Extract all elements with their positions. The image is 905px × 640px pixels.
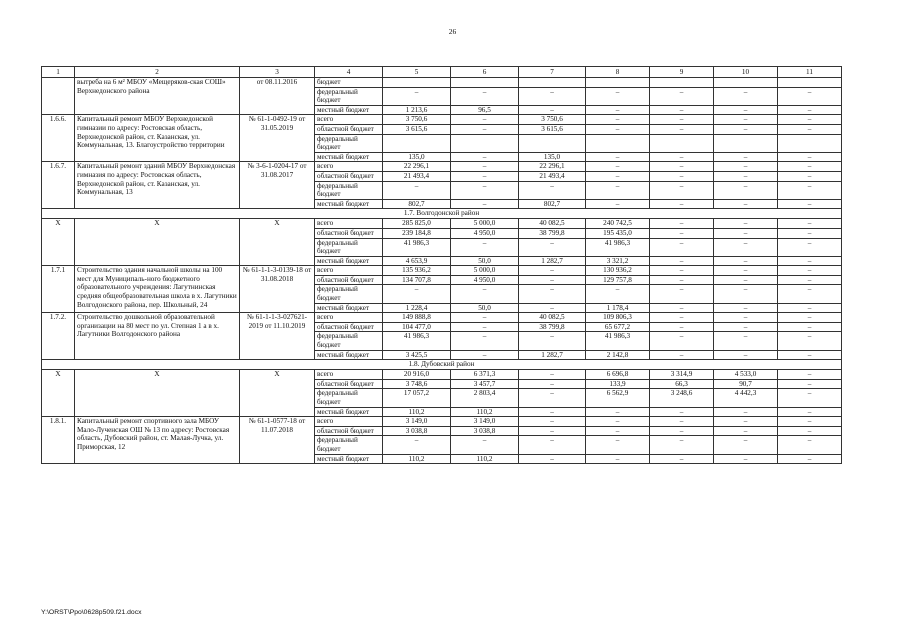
amount-cell: – (451, 436, 519, 454)
item-number: 1.7.2. (42, 313, 75, 360)
amount-cell: 110,2 (383, 407, 451, 417)
amount-cell: 3 321,2 (586, 256, 650, 266)
item-document: № 3-6-1-0204-17 от 31.08.2017 (240, 162, 315, 209)
amount-cell: – (650, 256, 714, 266)
amount-cell: – (451, 313, 519, 323)
amount-cell: 5 000,0 (451, 219, 519, 229)
amount-cell: – (714, 162, 778, 172)
amount-cell: – (519, 370, 586, 380)
amount-cell: 38 799,8 (519, 322, 586, 332)
amount-cell: – (451, 181, 519, 199)
column-number: 2 (75, 67, 240, 78)
item-description: Х (75, 219, 240, 266)
amount-cell: – (778, 162, 842, 172)
amount-cell: 22 296,1 (383, 162, 451, 172)
funding-source: местный бюджет (315, 152, 383, 162)
amount-cell: 129 757,8 (586, 275, 650, 285)
amount-cell: 17 057,2 (383, 389, 451, 407)
amount-cell: – (714, 322, 778, 332)
item-number: 1.6.7. (42, 162, 75, 209)
amount-cell: 110,2 (451, 407, 519, 417)
amount-cell: – (778, 313, 842, 323)
financing-table (41, 66, 842, 464)
amount-cell: – (519, 426, 586, 436)
amount-cell (778, 78, 842, 88)
amount-cell: 50,0 (451, 256, 519, 266)
funding-source: местный бюджет (315, 199, 383, 209)
amount-cell: 130 936,2 (586, 266, 650, 276)
amount-cell: – (451, 199, 519, 209)
funding-source: федеральный бюджет (315, 332, 383, 350)
item-number: 1.7.1 (42, 266, 75, 313)
amount-cell: – (586, 417, 650, 427)
amount-cell: – (650, 105, 714, 115)
amount-cell: 2 142,8 (586, 350, 650, 360)
amount-cell: 40 082,5 (519, 313, 586, 323)
amount-cell: – (586, 152, 650, 162)
funding-source: областной бюджет (315, 275, 383, 285)
amount-cell: 133,9 (586, 379, 650, 389)
file-path-footer: Y:\ORST\Ppo\0628p509.f21.docx (41, 609, 142, 616)
funding-source: местный бюджет (315, 303, 383, 313)
amount-cell: 65 677,2 (586, 322, 650, 332)
item-document: от 08.11.2016 (240, 78, 315, 115)
amount-cell: 110,2 (451, 454, 519, 464)
amount-cell: 6 371,3 (451, 370, 519, 380)
amount-cell: – (714, 256, 778, 266)
amount-cell: – (778, 426, 842, 436)
amount-cell: – (714, 454, 778, 464)
amount-cell: – (714, 105, 778, 115)
amount-cell: – (778, 115, 842, 125)
amount-cell: – (714, 124, 778, 134)
amount-cell: – (650, 162, 714, 172)
item-number: 1.8.1. (42, 417, 75, 464)
amount-cell: 40 082,5 (519, 219, 586, 229)
amount-cell: – (650, 332, 714, 350)
amount-cell: 41 986,3 (586, 332, 650, 350)
amount-cell (650, 134, 714, 152)
funding-source: местный бюджет (315, 105, 383, 115)
amount-cell: 3 149,0 (451, 417, 519, 427)
amount-cell: 5 000,0 (451, 266, 519, 276)
amount-cell: – (714, 238, 778, 256)
column-number: 1 (42, 67, 75, 78)
item-description: Строительство здания начальной школы на 100 мест для Муниципаль-ного бюджетного образовательного учреждения: Лагутнинская средняя общеобразовательная школа в х. Лагутники Волгодонского района, пер. Школьный, 24 (75, 266, 240, 313)
amount-cell: – (714, 313, 778, 323)
amount-cell: – (383, 181, 451, 199)
amount-cell (714, 134, 778, 152)
amount-cell: – (778, 379, 842, 389)
amount-cell: – (519, 417, 586, 427)
funding-source: местный бюджет (315, 350, 383, 360)
amount-cell: 4 653,9 (383, 256, 451, 266)
amount-cell: – (778, 303, 842, 313)
amount-cell: – (650, 436, 714, 454)
amount-cell: – (586, 162, 650, 172)
amount-cell: – (778, 87, 842, 105)
amount-cell: – (586, 171, 650, 181)
amount-cell: 104 477,0 (383, 322, 451, 332)
funding-source: федеральный бюджет (315, 436, 383, 454)
item-document: № 61-1-0577-18 от 11.07.2018 (240, 417, 315, 464)
amount-cell: – (586, 87, 650, 105)
amount-cell: – (586, 454, 650, 464)
amount-cell: – (519, 436, 586, 454)
funding-source: федеральный бюджет (315, 389, 383, 407)
amount-cell: 240 742,5 (586, 219, 650, 229)
item-description: Капитальный ремонт зданий МБОУ Верхнедонская гимназия по адресу: Ростовская область, Верхнедонской район, ст. Казанская, ул. Коммунальная, 13 (75, 162, 240, 209)
amount-cell: – (650, 181, 714, 199)
amount-cell: 3 314,9 (650, 370, 714, 380)
amount-cell: – (650, 313, 714, 323)
amount-cell: – (714, 332, 778, 350)
amount-cell: – (519, 379, 586, 389)
amount-cell: – (451, 238, 519, 256)
item-description: Капитальный ремонт МБОУ Верхнедонской гимназии по адресу: Ростовская область, Верхнедонской район, ст. Казанская, ул. Коммунальная, 13. Благоустройство территории (75, 115, 240, 162)
amount-cell: – (650, 407, 714, 417)
funding-source: всего (315, 219, 383, 229)
amount-cell: – (451, 332, 519, 350)
amount-cell: – (519, 407, 586, 417)
funding-source: федеральный бюджет (315, 285, 383, 303)
funding-source: федеральный бюджет (315, 238, 383, 256)
amount-cell: 22 296,1 (519, 162, 586, 172)
amount-cell: – (451, 152, 519, 162)
amount-cell: 1 213,6 (383, 105, 451, 115)
amount-cell (650, 78, 714, 88)
amount-cell: 2 803,4 (451, 389, 519, 407)
column-number: 6 (451, 67, 519, 78)
amount-cell: – (451, 162, 519, 172)
funding-source: всего (315, 266, 383, 276)
amount-cell: 1 228,4 (383, 303, 451, 313)
amount-cell: 3 457,7 (451, 379, 519, 389)
amount-cell: – (714, 199, 778, 209)
amount-cell: 4 950,0 (451, 228, 519, 238)
amount-cell (451, 134, 519, 152)
funding-source: областной бюджет (315, 379, 383, 389)
amount-cell: 3 750,6 (519, 115, 586, 125)
amount-cell: – (650, 199, 714, 209)
amount-cell: 802,7 (519, 199, 586, 209)
item-description: Строительство дошкольной образовательной организации на 80 мест по ул. Степная 1 а в х. Лагутники Волгодонского района (75, 313, 240, 360)
column-number: 7 (519, 67, 586, 78)
amount-cell (586, 134, 650, 152)
item-document: № 61-1-0492-19 от 31.05.2019 (240, 115, 315, 162)
amount-cell: 1 178,4 (586, 303, 650, 313)
funding-source: всего (315, 162, 383, 172)
amount-cell: – (778, 370, 842, 380)
amount-cell: – (586, 199, 650, 209)
amount-cell: – (586, 115, 650, 125)
amount-cell: – (778, 124, 842, 134)
amount-cell: – (586, 426, 650, 436)
amount-cell: – (586, 105, 650, 115)
funding-source: местный бюджет (315, 407, 383, 417)
table-row (42, 115, 842, 125)
amount-cell: – (650, 275, 714, 285)
amount-cell: 3 615,6 (383, 124, 451, 134)
amount-cell: – (778, 417, 842, 427)
column-number: 11 (778, 67, 842, 78)
column-number: 3 (240, 67, 315, 78)
amount-cell (714, 78, 778, 88)
column-number: 4 (315, 67, 383, 78)
amount-cell: – (650, 152, 714, 162)
amount-cell (383, 134, 451, 152)
amount-cell: – (778, 152, 842, 162)
district-title: 1.8. Дубовский район (42, 360, 842, 370)
amount-cell: – (778, 407, 842, 417)
amount-cell (519, 134, 586, 152)
amount-cell: – (778, 454, 842, 464)
amount-cell: – (451, 322, 519, 332)
amount-cell: – (451, 285, 519, 303)
funding-source: всего (315, 417, 383, 427)
amount-cell: – (714, 417, 778, 427)
item-document: Х (240, 219, 315, 266)
amount-cell: 41 986,3 (586, 238, 650, 256)
amount-cell: – (714, 407, 778, 417)
amount-cell: 50,0 (451, 303, 519, 313)
amount-cell: 3 748,6 (383, 379, 451, 389)
funding-source: областной бюджет (315, 426, 383, 436)
amount-cell: – (650, 454, 714, 464)
amount-cell: – (714, 303, 778, 313)
amount-cell (586, 78, 650, 88)
table-row (42, 417, 842, 427)
amount-cell: – (519, 454, 586, 464)
amount-cell: – (586, 124, 650, 134)
funding-source: областной бюджет (315, 228, 383, 238)
amount-cell: 6 696,8 (586, 370, 650, 380)
amount-cell: – (519, 389, 586, 407)
amount-cell: 135,0 (519, 152, 586, 162)
amount-cell: – (714, 152, 778, 162)
amount-cell: – (714, 228, 778, 238)
item-number: Х (42, 219, 75, 266)
funding-source: федеральный бюджет (315, 181, 383, 199)
amount-cell: – (650, 417, 714, 427)
table-row (42, 313, 842, 323)
amount-cell: – (451, 87, 519, 105)
amount-cell: 1 282,7 (519, 350, 586, 360)
amount-cell: 3 615,6 (519, 124, 586, 134)
funding-source: бюджет (315, 78, 383, 88)
amount-cell: – (586, 285, 650, 303)
table-row (42, 266, 842, 276)
amount-cell: – (650, 238, 714, 256)
amount-cell: 21 493,4 (383, 171, 451, 181)
amount-cell: 135 936,2 (383, 266, 451, 276)
amount-cell: 3 425,5 (383, 350, 451, 360)
district-section-row (42, 360, 842, 370)
table-row (42, 219, 842, 229)
amount-cell: 1 282,7 (519, 256, 586, 266)
amount-cell: – (519, 275, 586, 285)
amount-cell (519, 78, 586, 88)
item-description: вытреба на 6 м² МБОУ «Мещеряков-ская СОШ» Верхнедонского района (75, 78, 240, 115)
amount-cell: – (714, 87, 778, 105)
funding-source: областной бюджет (315, 171, 383, 181)
funding-source: федеральный бюджет (315, 134, 383, 152)
amount-cell: – (519, 87, 586, 105)
amount-cell: – (383, 436, 451, 454)
funding-source: всего (315, 370, 383, 380)
item-description: Х (75, 370, 240, 417)
amount-cell: – (383, 285, 451, 303)
amount-cell: – (778, 219, 842, 229)
amount-cell: – (778, 105, 842, 115)
amount-cell: – (650, 322, 714, 332)
amount-cell: – (778, 238, 842, 256)
amount-cell: – (714, 219, 778, 229)
column-number: 10 (714, 67, 778, 78)
amount-cell: – (650, 228, 714, 238)
amount-cell: – (650, 124, 714, 134)
amount-cell: 66,3 (650, 379, 714, 389)
column-number-row (42, 67, 842, 78)
amount-cell: 149 888,8 (383, 313, 451, 323)
amount-cell: – (650, 87, 714, 105)
amount-cell: 110,2 (383, 454, 451, 464)
amount-cell: 802,7 (383, 199, 451, 209)
item-document: № 61-1-1-3-0139-18 от 31.08.2018 (240, 266, 315, 313)
amount-cell: – (778, 228, 842, 238)
amount-cell: 4 950,0 (451, 275, 519, 285)
amount-cell: – (451, 115, 519, 125)
amount-cell: – (519, 181, 586, 199)
amount-cell: – (451, 171, 519, 181)
amount-cell: – (519, 285, 586, 303)
amount-cell: 3 149,0 (383, 417, 451, 427)
amount-cell: 3 248,6 (650, 389, 714, 407)
amount-cell: – (778, 256, 842, 266)
amount-cell: – (714, 181, 778, 199)
item-document: Х (240, 370, 315, 417)
amount-cell: 90,7 (714, 379, 778, 389)
amount-cell: – (650, 219, 714, 229)
amount-cell: 20 916,0 (383, 370, 451, 380)
amount-cell: – (778, 275, 842, 285)
amount-cell: – (519, 266, 586, 276)
page-number: 26 (448, 27, 457, 36)
table-row (42, 162, 842, 172)
district-section-row (42, 209, 842, 219)
amount-cell: – (778, 171, 842, 181)
amount-cell: – (650, 266, 714, 276)
amount-cell: – (778, 332, 842, 350)
item-document: № 61-1-1-3-027621-2019 от 11.10.2019 (240, 313, 315, 360)
amount-cell: 3 038,8 (451, 426, 519, 436)
funding-source: всего (315, 313, 383, 323)
amount-cell: – (778, 199, 842, 209)
amount-cell: – (714, 275, 778, 285)
column-number: 8 (586, 67, 650, 78)
amount-cell: 21 493,4 (519, 171, 586, 181)
amount-cell: – (650, 303, 714, 313)
amount-cell: – (714, 426, 778, 436)
amount-cell: – (714, 266, 778, 276)
item-description: Капитальный ремонт спортивного зала МБОУ Мало-Лученская ОШ № 13 по адресу: Ростовская область, Дубовский район, ст. Малая-Лучка, ул. Приморская, 12 (75, 417, 240, 464)
table-row (42, 370, 842, 380)
funding-source: областной бюджет (315, 124, 383, 134)
amount-cell: 195 435,0 (586, 228, 650, 238)
amount-cell: 135,0 (383, 152, 451, 162)
amount-cell: – (714, 285, 778, 303)
amount-cell: 41 986,3 (383, 238, 451, 256)
amount-cell (383, 78, 451, 88)
column-number: 9 (650, 67, 714, 78)
column-number: 5 (383, 67, 451, 78)
amount-cell: – (586, 436, 650, 454)
amount-cell: 134 707,8 (383, 275, 451, 285)
amount-cell (451, 78, 519, 88)
amount-cell: – (714, 350, 778, 360)
amount-cell: – (778, 285, 842, 303)
funding-source: местный бюджет (315, 256, 383, 266)
amount-cell: – (778, 350, 842, 360)
funding-source: всего (315, 115, 383, 125)
amount-cell: – (778, 181, 842, 199)
amount-cell: – (650, 426, 714, 436)
district-title: 1.7. Волгодонской район (42, 209, 842, 219)
amount-cell: 3 750,6 (383, 115, 451, 125)
table-row (42, 78, 842, 88)
amount-cell: 6 562,9 (586, 389, 650, 407)
amount-cell: – (519, 105, 586, 115)
amount-cell: – (519, 303, 586, 313)
amount-cell: – (383, 87, 451, 105)
amount-cell: – (778, 389, 842, 407)
amount-cell: 41 986,3 (383, 332, 451, 350)
amount-cell: – (519, 238, 586, 256)
funding-source: местный бюджет (315, 454, 383, 464)
amount-cell: 285 825,0 (383, 219, 451, 229)
amount-cell: – (586, 181, 650, 199)
amount-cell: – (650, 171, 714, 181)
amount-cell: – (778, 322, 842, 332)
amount-cell: 4 442,3 (714, 389, 778, 407)
amount-cell: – (778, 436, 842, 454)
amount-cell (778, 134, 842, 152)
amount-cell: – (586, 407, 650, 417)
funding-source: федеральный бюджет (315, 87, 383, 105)
amount-cell: – (650, 285, 714, 303)
amount-cell: – (650, 115, 714, 125)
amount-cell: – (778, 266, 842, 276)
amount-cell: – (650, 350, 714, 360)
amount-cell: – (451, 350, 519, 360)
amount-cell: 239 184,8 (383, 228, 451, 238)
amount-cell: 38 799,8 (519, 228, 586, 238)
item-number (42, 78, 75, 115)
amount-cell: – (714, 115, 778, 125)
item-number: 1.6.6. (42, 115, 75, 162)
amount-cell: – (451, 124, 519, 134)
funding-source: областной бюджет (315, 322, 383, 332)
amount-cell: – (519, 332, 586, 350)
amount-cell: 3 038,8 (383, 426, 451, 436)
amount-cell: – (714, 436, 778, 454)
amount-cell: 96,5 (451, 105, 519, 115)
item-number: Х (42, 370, 75, 417)
amount-cell: 109 806,3 (586, 313, 650, 323)
amount-cell: – (714, 171, 778, 181)
amount-cell: 4 533,0 (714, 370, 778, 380)
